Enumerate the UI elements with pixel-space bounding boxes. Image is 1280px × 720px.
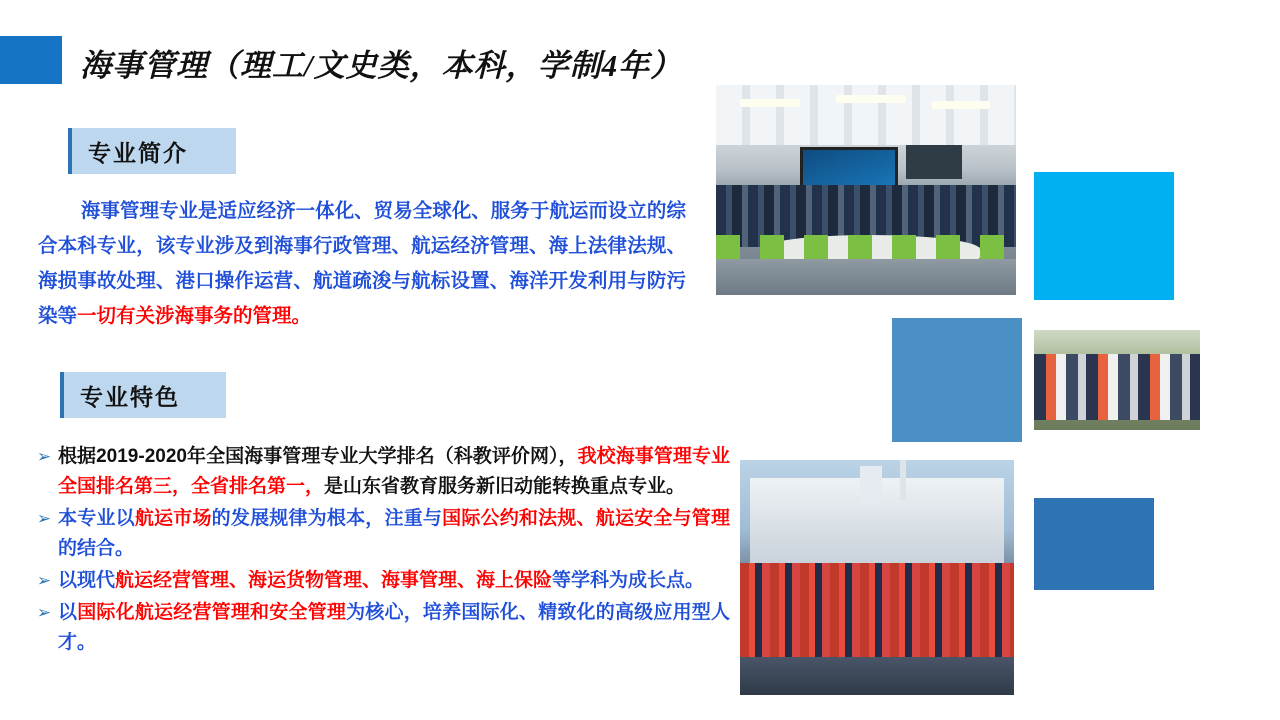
bullet-arrow-icon: ➢	[36, 509, 52, 528]
bullet4-seg-3: 为核心，培养国际化、精致化的高级应用型人才。	[58, 602, 730, 653]
bullet-arrow-icon: ➢	[36, 571, 52, 590]
student-row	[1034, 354, 1200, 420]
bullet3-seg-2: 航运经营管理、海运货物管理、海事管理、海上保险	[115, 570, 553, 591]
intro-seg-5: 该专业涉及到海事行政管理、航运经济管理、海上法律法规、海损事故处理、港口操作运营、航道疏浚与航标设置、海洋开发利用与防污染等	[38, 235, 686, 327]
student-crowd	[740, 563, 1014, 659]
bullet1-seg-2: 我校海事管理专业全国排名第三，全省排名第一，	[58, 446, 730, 497]
bullet1-seg-3: 是山东省教育服务新旧动能转换重点专业。	[324, 476, 686, 497]
intro-seg-3: 而设立的	[588, 200, 667, 222]
list-item-text	[58, 598, 730, 658]
intro-seg-6: 一切有关涉海事务的管理。	[77, 305, 312, 327]
blue-color-block-2	[1034, 498, 1154, 590]
wall-panel	[906, 145, 962, 179]
title-accent-block	[0, 36, 62, 84]
floor	[716, 259, 1016, 295]
list-item	[30, 442, 730, 502]
classroom-photo	[716, 85, 1016, 295]
section-header-features-label: 专业特色	[80, 383, 180, 410]
bullet2-seg-2: 航运市场	[134, 508, 212, 529]
group-photo	[740, 460, 1014, 695]
bullet-arrow-icon: ➢	[36, 603, 52, 622]
intro-paragraph	[38, 194, 686, 334]
page-title: 海事管理（理工/文史类，本科，学制4年）	[80, 48, 683, 83]
intro-seg-1: 海事管理专业是适应	[80, 200, 257, 222]
bullet2-seg-5: 的结合。	[58, 538, 135, 559]
ceiling-lamp	[932, 101, 990, 109]
list-item-text	[58, 566, 730, 596]
bullet2-seg-1: 本专业以	[58, 508, 135, 529]
section-header-features	[60, 372, 226, 418]
intro-seg-2: 经济一体化、贸易全球化、服务于航运	[256, 200, 589, 222]
ceiling	[716, 85, 1016, 145]
cyan-color-block	[1034, 172, 1174, 300]
group-photo-render	[740, 460, 1014, 695]
list-item-text	[58, 504, 730, 564]
classroom-photo-render	[716, 85, 1016, 295]
students-photo-render	[1034, 330, 1200, 430]
bullet1-seg-1: 根据2019-2020年全国海事管理专业大学排名（科教评价网），	[58, 446, 578, 467]
bullet3-seg-1: 以现代	[58, 570, 116, 591]
ship-mast	[900, 460, 906, 500]
students-photo	[1034, 330, 1200, 430]
list-item	[30, 566, 730, 596]
bullet2-seg-4: 国际公约和法规、航运安全与管理	[442, 508, 730, 529]
intro-seg-4: 综合本科专业，	[38, 200, 686, 257]
bullet4-seg-2: 国际化航运经营管理和安全管理	[77, 602, 347, 623]
list-item	[30, 598, 730, 658]
section-header-intro	[68, 128, 236, 174]
ceiling-lamp	[740, 99, 800, 107]
dock-ground	[740, 657, 1014, 695]
bullet-arrow-icon: ➢	[36, 447, 52, 466]
section-header-intro-label: 专业简介	[88, 139, 188, 166]
feature-bullet-list	[30, 442, 730, 660]
bullet3-seg-3: 等学科为成长点。	[552, 570, 705, 591]
bullet2-seg-3: 的发展规律为根本，注重与	[211, 508, 443, 529]
blue-color-block	[892, 318, 1022, 442]
bullet4-seg-1: 以	[58, 602, 78, 623]
list-item-text	[58, 442, 730, 502]
ceiling-lamp	[836, 95, 906, 103]
ship-tower	[860, 466, 882, 504]
list-item	[30, 504, 730, 564]
